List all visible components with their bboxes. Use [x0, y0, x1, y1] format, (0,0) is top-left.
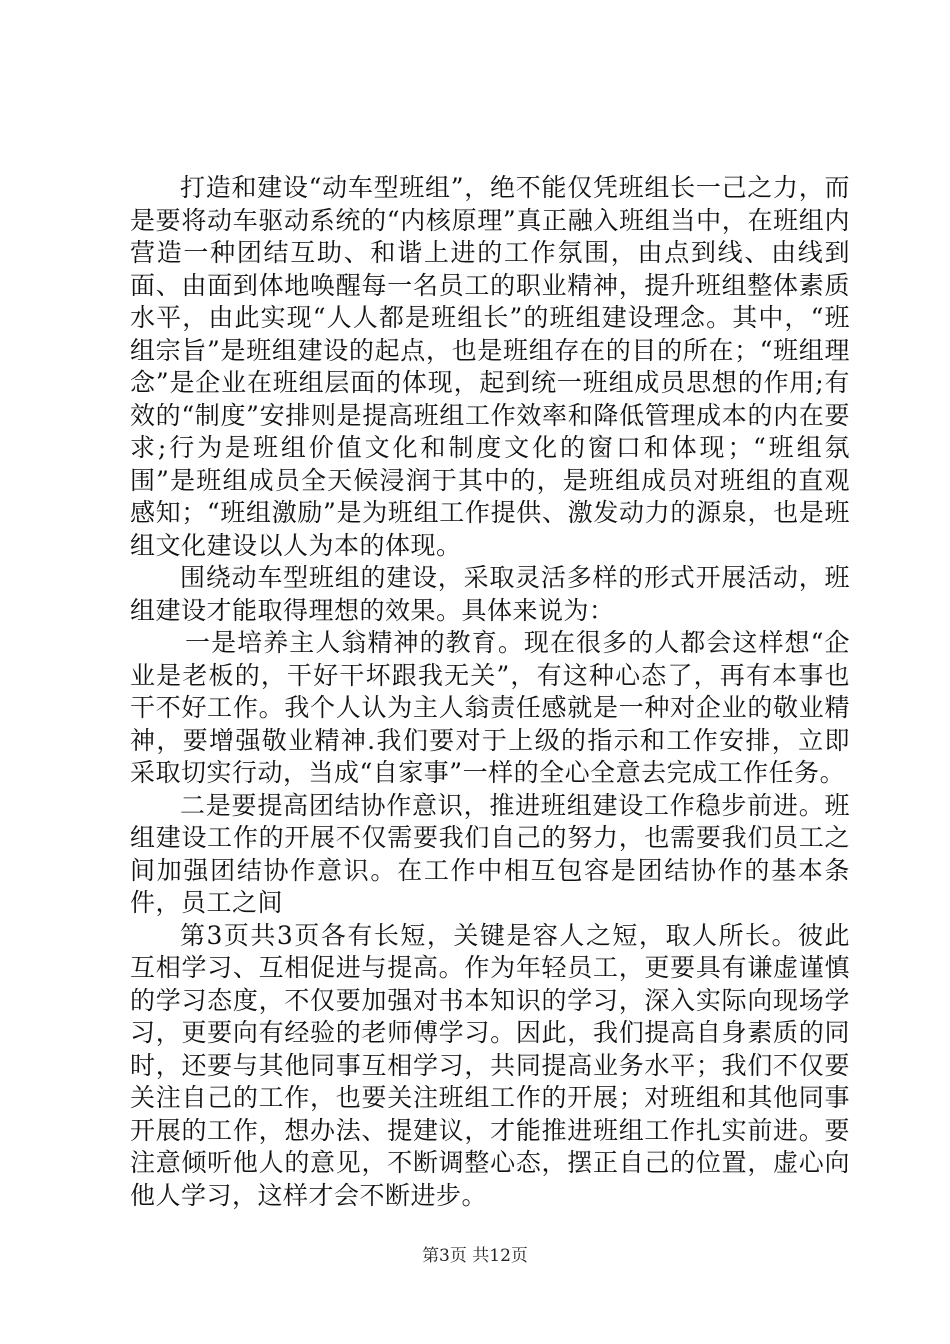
- paragraph-activities-intro: 围绕动车型班组的建设，采取灵活多样的形式开展活动，班组建设才能取得理想的效果。具体来说为：: [130, 563, 850, 625]
- page-number-footer: 第3页 共12页: [422, 1246, 528, 1266]
- paragraph-teamwork-awareness: 二是要提高团结协作意识，推进班组建设工作稳步前进。班组建设工作的开展不仅需要我们自己的努力，也需要我们员工之间加强团结协作意识。在工作中相互包容是团结协作的基本条件，员工之间: [130, 790, 850, 917]
- document-body: [130, 172, 850, 1212]
- paragraph-mutual-learning: 第3页共3页各有长短，关键是容人之短，取人所长。彼此互相学习、互相促进与提高。作为年轻员工，更要具有谦虚谨慎的学习态度，不仅要加强对书本知识的学习，深入实际向现场学习，更要向有经验的老师傅学习。因此，我们提高自身素质的同时，还要与其他同事互相学习，共同提高业务水平；我们不仅要关注自己的工作，也要关注班组工作的开展；对班组和其他同事开展的工作，想办法、提建议，才能推进班组工作扎实前进。要注意倾听他人的意见，不断调整心态，摆正自己的位置，虚心向他人学习，这样才会不断进步。: [130, 920, 850, 1210]
- paragraph-ownership-education: 一是培养主人翁精神的教育。现在很多的人都会这样想“企业是老板的，干好干坏跟我无关”，有这种心态了，再有本事也干不好工作。我个人认为主人翁责任感就是一种对企业的敬业精神，要增强敬业精神.我们要对于上级的指示和工作安排，立即采取切实行动，当成“自家事”一样的全心全意去完成工作任务。: [130, 628, 850, 787]
- paragraph-team-building-concept: 打造和建设“动车型班组”，绝不能仅凭班组长一己之力，而是要将动车驱动系统的“内核原理”真正融入班组当中，在班组内营造一种团结互助、和谐上进的工作氛围，由点到线、由线到面、由面到体地唤醒每一名员工的职业精神，提升班组整体素质水平，由此实现“人人都是班组长”的班组建设理念。其中，“班组宗旨”是班组建设的起点，也是班组存在的目的所在；“班组理念”是企业在班组层面的体现，起到统一班组成员思想的作用;有效的“制度”安排则是提高班组工作效率和降低管理成本的内在要求;行为是班组价值文化和制度文化的窗口和体现；“班组氛围”是班组成员全天候浸润于其中的，是班组成员对班组的直观感知；“班组激励”是为班组工作提供、激发动力的源泉，也是班组文化建设以人为本的体现。: [130, 173, 850, 560]
